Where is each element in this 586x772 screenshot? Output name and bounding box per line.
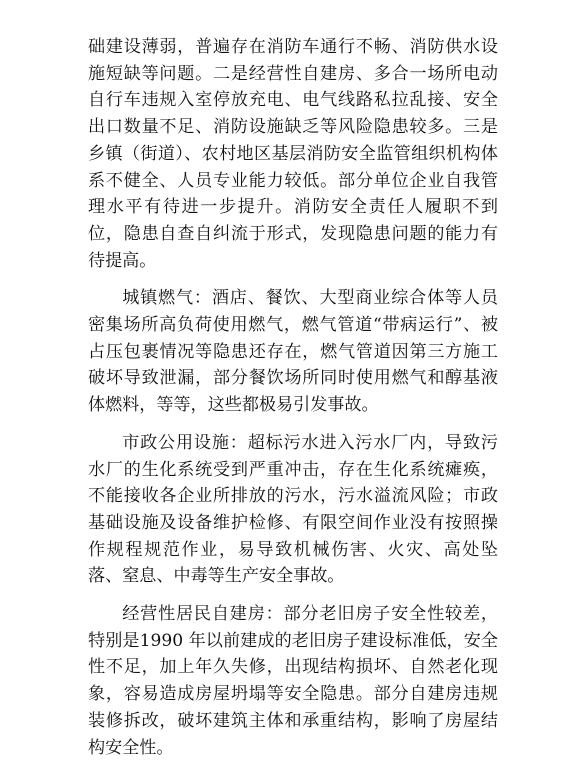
paragraph-self-built-housing: 经营性居民自建房：部分老旧房子安全性较差，特别是1990 年以前建成的老旧房子建设标准低，安全性不足，加上年久失修，出现结构损坏、自然老化现象，容易造成房屋坍塌等安全隐患。部分自建房违规装修拆改，破坏建筑主体和承重结构，影响了房屋结构安全性。 bbox=[88, 604, 498, 758]
paragraph-fire-safety-continued: 础建设薄弱，普遍存在消防车通行不畅、消防供水设施短缺等问题。二是经营性自建房、多合一场所电动自行车违规入室停放充电、电气线路私拉乱接、安全出口数量不足、消防设施缺乏等风险隐患较多。三是乡镇（街道）、农村地区基层消防安全监管组织机构体系不健全、人员专业能力较低。部分单位企业自我管理水平有待进一步提升。消防安全责任人履职不到位，隐患自查自纠流于形式，发现隐患问题的能力有待提高。 bbox=[88, 37, 498, 271]
paragraph-municipal-facilities: 市政公用设施：超标污水进入污水厂内，导致污水厂的生化系统受到严重冲击，存在生化系统瘫痪，不能接收各企业所排放的污水，污水溢流风险；市政基础设施及设备维护检修、有限空间作业没有按照操作规程规范作业，易导致机械伤害、火灾、高处坠落、窒息、中毒等生产安全事故。 bbox=[88, 432, 498, 587]
paragraph-urban-gas: 城镇燃气：酒店、餐饮、大型商业综合体等人员密集场所高负荷使用燃气，燃气管道“带病运行”、被占压包裹情况等隐患还存在，燃气管道因第三方施工破坏导致泄漏，部分餐饮场所同时使用燃气和醇基液体燃料，等等，这些都极易引发事故。 bbox=[88, 288, 498, 416]
document-body bbox=[88, 34, 498, 772]
